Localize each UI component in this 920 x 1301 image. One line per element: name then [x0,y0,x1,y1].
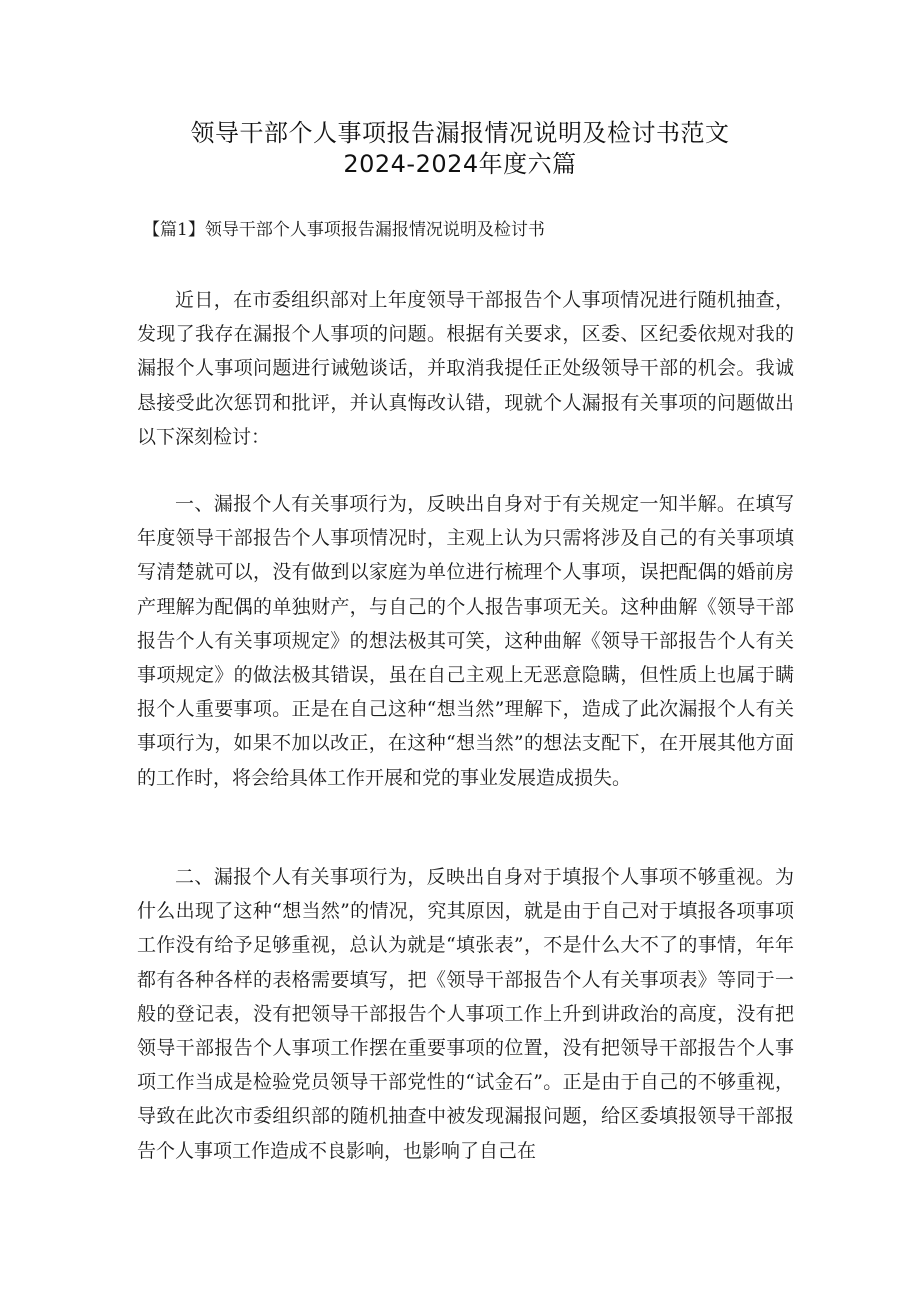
document-title-line-1: 领导干部个人事项报告漏报情况说明及检讨书范文 [190,119,730,147]
body-paragraph-2: 一、漏报个人有关事项行为，反映出自身对于有关规定一知半解。在填写年度领导干部报告个人事项情况时，主观上认为只需将涉及自己的有关事项填写清楚就可以，没有做到以家庭为单位进行梳理个人事项，误把配偶的婚前房产理解为配偶的单独财产，与自己的个人报告事项无关。这种曲解《领导干部报告个人有关事项规定》的想法极其可笑，这种曲解《领导干部报告个人有关事项规定》的做法极其错误，虽在自己主观上无恶意隐瞒，但性质上也属于瞒报个人重要事项。正是在自己这种“想当然”理解下，造成了此次漏报个人有关事项行为，如果不加以改正，在这种“想当然”的想法支配下，在开展其他方面的工作时，将会给具体工作开展和党的事业发展造成损失。 [137,493,794,789]
body-paragraph-3: 二、漏报个人有关事项行为，反映出自身对于填报个人事项不够重视。为什么出现了这种“想当然”的情况，究其原因，就是由于自己对于填报各项事项工作没有给予足够重视，总认为就是“填张表”，不是什么大不了的事情，年年都有各种各样的表格需要填写，把《领导干部报告个人有关事项表》等同于一般的登记表，没有把领导干部报告个人事项工作上升到讲政治的高度，没有把领导干部报告个人事项工作摆在重要事项的位置，没有把领导干部报告个人事项工作当成是检验党员领导干部党性的“试金石”。正是由于自己的不够重视，导致在此次市委组织部的随机抽查中被发现漏报问题，给区委填报领导干部报告个人事项工作造成不良影响，也影响了自己在 [137,866,794,1162]
section-heading: 【篇1】领导干部个人事项报告漏报情况说明及检讨书 [143,220,545,240]
document-title-line-2: 2024-2024年度六篇 [343,150,577,178]
body-paragraph-1: 近日，在市委组织部对上年度领导干部报告个人事项情况进行随机抽查，发现了我存在漏报个人事项的问题。根据有关要求，区委、区纪委依规对我的漏报个人事项问题进行诫勉谈话，并取消我提任正处级领导干部的机会。我诚恳接受此次惩罚和批评，并认真悔改认错，现就个人漏报有关事项的问题做出以下深刻检讨： [137,289,794,448]
